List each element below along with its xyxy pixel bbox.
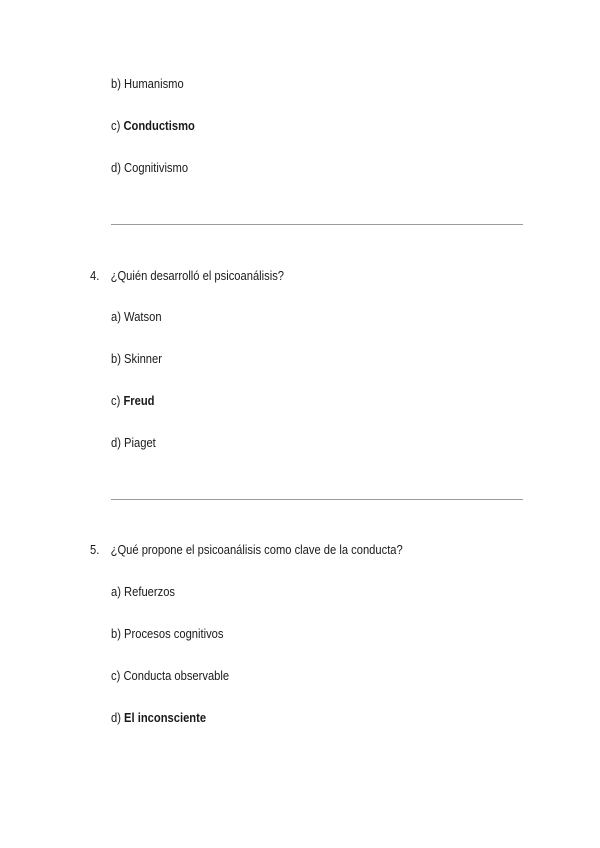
option-b xyxy=(111,76,184,92)
option-c xyxy=(111,393,155,409)
option-text: Refuerzos xyxy=(124,584,176,599)
option-prefix: b) xyxy=(111,351,121,366)
divider xyxy=(111,224,523,225)
question-text: ¿Quién desarrolló el psicoanálisis? xyxy=(110,268,285,283)
option-text: Cognitivismo xyxy=(124,160,189,175)
option-c xyxy=(111,118,195,134)
option-b xyxy=(111,351,162,367)
option-text: Procesos cognitivos xyxy=(124,626,224,641)
option-prefix: c) xyxy=(111,393,121,408)
option-d xyxy=(111,160,188,176)
option-text: Piaget xyxy=(124,435,156,450)
question-number: 4. xyxy=(90,268,100,283)
option-prefix: d) xyxy=(111,160,121,175)
option-a xyxy=(111,309,162,325)
option-prefix: b) xyxy=(111,626,121,641)
option-prefix: a) xyxy=(111,584,121,599)
option-text-correct: Freud xyxy=(123,393,155,408)
question-4 xyxy=(90,268,284,284)
option-prefix: c) xyxy=(111,118,121,133)
option-prefix: a) xyxy=(111,309,121,324)
option-d xyxy=(111,710,206,726)
option-text: Conducta observable xyxy=(123,668,230,683)
option-text: Humanismo xyxy=(124,76,184,91)
option-text-correct: Conductismo xyxy=(123,118,195,133)
question-number: 5. xyxy=(90,542,100,557)
option-prefix: d) xyxy=(111,710,121,725)
option-text: Watson xyxy=(124,309,162,324)
option-prefix: c) xyxy=(111,668,121,683)
option-prefix: d) xyxy=(111,435,121,450)
option-text: Skinner xyxy=(124,351,162,366)
option-d xyxy=(111,435,156,451)
option-text-correct: El inconsciente xyxy=(124,710,207,725)
question-text: ¿Qué propone el psicoanálisis como clave de la conducta? xyxy=(110,542,403,557)
option-a xyxy=(111,584,175,600)
option-b xyxy=(111,626,223,642)
option-c xyxy=(111,668,229,684)
option-prefix: b) xyxy=(111,76,121,91)
question-5 xyxy=(90,542,403,558)
divider xyxy=(111,499,523,500)
